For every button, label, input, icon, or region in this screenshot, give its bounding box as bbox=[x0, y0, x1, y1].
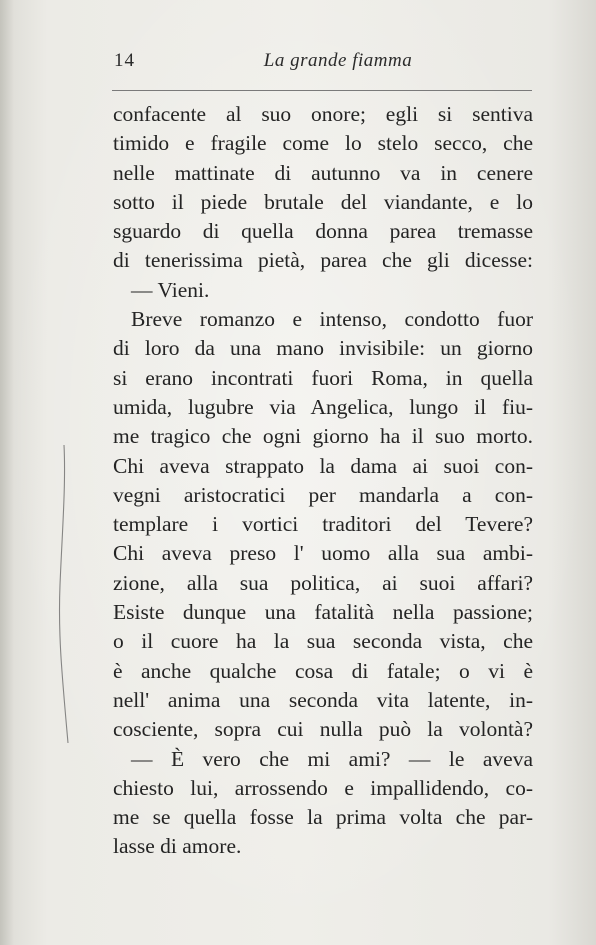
text-line: Esiste dunque una fatalità nella passione; bbox=[113, 600, 533, 625]
text-line: vegni aristocratici per mandarla a con- bbox=[113, 482, 533, 507]
text-line: zione, alla sua politica, ai suoi affari? bbox=[113, 570, 533, 595]
text-line: si erano incontrati fuori Roma, in quella bbox=[113, 365, 533, 390]
margin-pencil-mark bbox=[50, 445, 80, 745]
text-line: cosciente, sopra cui nulla può la volontà? bbox=[113, 717, 533, 742]
text-line: me se quella fosse la prima volta che par- bbox=[113, 805, 533, 830]
body-text bbox=[113, 100, 533, 862]
text-line: confacente al suo onore; egli si sentiva bbox=[113, 102, 533, 126]
text-line: — È vero che mi ami? — le aveva bbox=[131, 746, 533, 771]
text-line: di loro da una mano invisibile: un giorno bbox=[113, 336, 533, 361]
text-line: nelle mattinate di autunno va in cenere bbox=[113, 160, 533, 185]
text-line: sotto il piede brutale del viandante, e lo bbox=[113, 189, 533, 214]
text-line: sguardo di quella donna parea tremasse bbox=[113, 219, 533, 244]
text-line: Chi aveva strappato la dama ai suoi con- bbox=[113, 453, 533, 478]
text-line: Breve romanzo e intenso, condotto fuor bbox=[131, 307, 533, 332]
text-line: o il cuore ha la sua seconda vista, che bbox=[113, 629, 533, 654]
header-rule bbox=[112, 90, 532, 91]
page-header bbox=[0, 44, 596, 76]
text-line: chiesto lui, arrossendo e impallidendo, co- bbox=[113, 775, 533, 800]
text-line: umida, lugubre via Angelica, lungo il fiu- bbox=[113, 394, 533, 419]
page-number: 14 bbox=[114, 50, 135, 71]
text-line: templare i vortici traditori del Tevere? bbox=[113, 512, 533, 537]
text-line: Chi aveva preso l' uomo alla sua ambi- bbox=[113, 541, 533, 566]
running-title: La grande fiamma bbox=[263, 50, 413, 71]
text-line: di tenerissima pietà, parea che gli dicesse: bbox=[113, 248, 533, 273]
text-line: lasse di amore. bbox=[113, 834, 242, 859]
text-line: — Vieni. bbox=[131, 277, 210, 302]
text-line: nell' anima una seconda vita latente, in- bbox=[113, 687, 533, 712]
text-line: timido e fragile come lo stelo secco, che bbox=[113, 131, 533, 156]
page-spine-shadow bbox=[0, 0, 14, 945]
text-line: è anche qualche cosa di fatale; o vi è bbox=[113, 658, 533, 683]
text-line: me tragico che ogni giorno ha il suo morto. bbox=[113, 424, 533, 449]
